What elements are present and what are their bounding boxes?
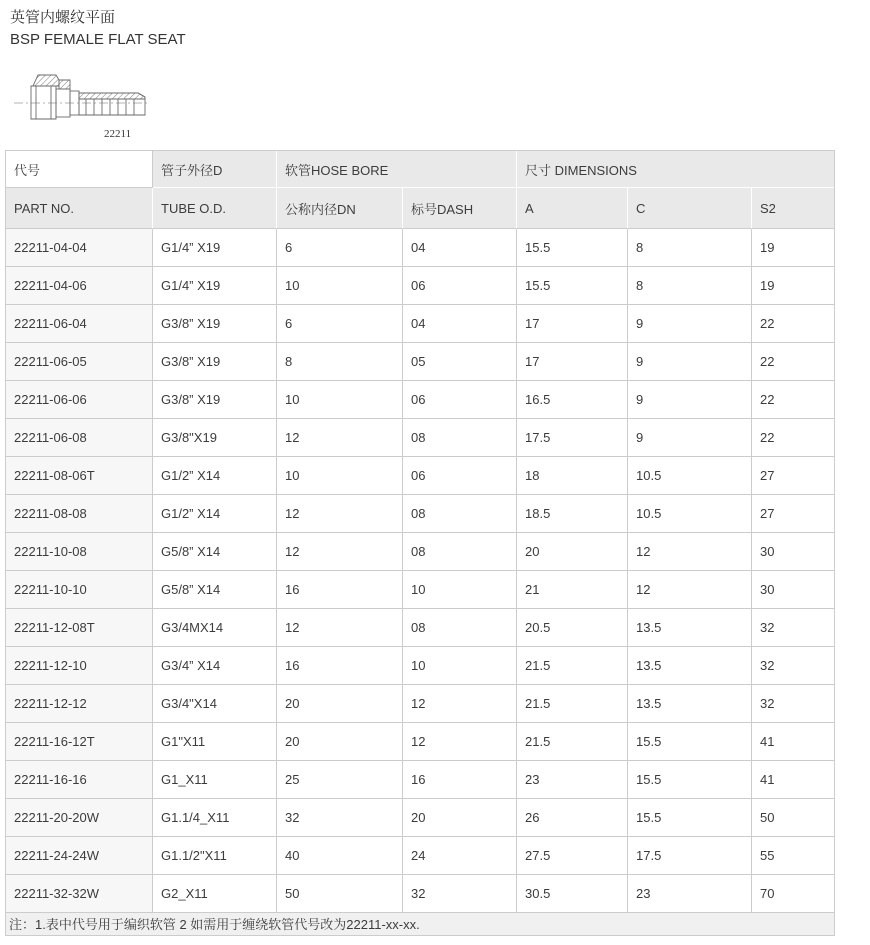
cell-tube-od: G1/2” X14 [153, 457, 277, 495]
cell-part-no: 22211-04-04 [6, 229, 153, 267]
cell-s2: 32 [752, 609, 834, 647]
cell-dn: 10 [277, 381, 403, 419]
cell-part-no: 22211-10-08 [6, 533, 153, 571]
table-row [6, 457, 834, 495]
cell-s2: 22 [752, 343, 834, 381]
cell-s2: 32 [752, 647, 834, 685]
cell-c: 10.5 [628, 495, 752, 533]
cell-s2: 22 [752, 305, 834, 343]
cell-s2: 30 [752, 533, 834, 571]
cell-c: 15.5 [628, 723, 752, 761]
table-row [6, 343, 834, 381]
col-group-dimensions: 尺寸 DIMENSIONS [517, 151, 834, 188]
cell-s2: 27 [752, 457, 834, 495]
table-row [6, 647, 834, 685]
cell-dash: 16 [403, 761, 517, 799]
table-row [6, 419, 834, 457]
cell-s2: 22 [752, 419, 834, 457]
cell-c: 9 [628, 381, 752, 419]
col-header-dash: 标号DASH [403, 188, 517, 229]
cell-part-no: 22211-06-08 [6, 419, 153, 457]
cell-tube-od: G3/8” X19 [153, 381, 277, 419]
spec-table [5, 150, 835, 936]
col-header-c: C [628, 188, 752, 229]
cell-s2: 50 [752, 799, 834, 837]
cell-tube-od: G1.1/4_X11 [153, 799, 277, 837]
cell-dn: 16 [277, 647, 403, 685]
cell-c: 10.5 [628, 457, 752, 495]
table-row [6, 685, 834, 723]
cell-part-no: 22211-12-12 [6, 685, 153, 723]
cell-part-no: 22211-06-05 [6, 343, 153, 381]
cell-tube-od: G3/8” X19 [153, 343, 277, 381]
cell-dn: 8 [277, 343, 403, 381]
cell-c: 9 [628, 419, 752, 457]
cell-part-no: 22211-10-10 [6, 571, 153, 609]
cell-a: 20.5 [517, 609, 628, 647]
cell-a: 15.5 [517, 267, 628, 305]
cell-dash: 10 [403, 647, 517, 685]
cell-dash: 24 [403, 837, 517, 875]
cell-c: 13.5 [628, 609, 752, 647]
cell-dn: 25 [277, 761, 403, 799]
cell-dash: 06 [403, 457, 517, 495]
cell-tube-od: G3/8"X19 [153, 419, 277, 457]
cell-a: 21.5 [517, 647, 628, 685]
cell-dn: 32 [277, 799, 403, 837]
cell-tube-od: G1_X11 [153, 761, 277, 799]
cell-a: 26 [517, 799, 628, 837]
cell-dn: 40 [277, 837, 403, 875]
cell-dn: 6 [277, 229, 403, 267]
col-header-part-no: PART NO. [6, 188, 153, 229]
col-header-s2: S2 [752, 188, 834, 229]
cell-a: 21 [517, 571, 628, 609]
cell-dash: 20 [403, 799, 517, 837]
table-row [6, 761, 834, 799]
cell-s2: 19 [752, 229, 834, 267]
drawing-part-number: 22211 [104, 128, 132, 140]
cell-c: 8 [628, 267, 752, 305]
col-group-part-no: 代号 [6, 151, 153, 188]
table-note: 注：1.表中代号用于编织软管 2 如需用于缠绕软管代号改为22211-xx-xx. [6, 913, 834, 935]
cell-s2: 32 [752, 685, 834, 723]
cell-c: 9 [628, 305, 752, 343]
cell-dn: 12 [277, 609, 403, 647]
cell-dash: 12 [403, 685, 517, 723]
page-title-en: BSP FEMALE FLAT SEAT [10, 31, 186, 48]
spec-table-body [6, 229, 834, 913]
fitting-drawing-svg [12, 63, 157, 143]
cell-part-no: 22211-06-06 [6, 381, 153, 419]
cell-tube-od: G5/8” X14 [153, 571, 277, 609]
col-group-hose-bore: 软管HOSE BORE [277, 151, 517, 188]
table-row [6, 571, 834, 609]
cell-part-no: 22211-12-10 [6, 647, 153, 685]
cell-dn: 20 [277, 685, 403, 723]
table-row [6, 799, 834, 837]
cell-part-no: 22211-06-04 [6, 305, 153, 343]
cell-a: 23 [517, 761, 628, 799]
cell-a: 30.5 [517, 875, 628, 913]
cell-c: 15.5 [628, 799, 752, 837]
cell-c: 8 [628, 229, 752, 267]
cell-c: 17.5 [628, 837, 752, 875]
page-header [0, 0, 870, 51]
table-row [6, 495, 834, 533]
cell-tube-od: G1/4” X19 [153, 229, 277, 267]
cell-tube-od: G3/4” X14 [153, 647, 277, 685]
cell-dn: 12 [277, 533, 403, 571]
cell-part-no: 22211-04-06 [6, 267, 153, 305]
cell-dash: 08 [403, 495, 517, 533]
col-header-tube-od: TUBE O.D. [153, 188, 277, 229]
cell-part-no: 22211-20-20W [6, 799, 153, 837]
cell-s2: 55 [752, 837, 834, 875]
cell-s2: 22 [752, 381, 834, 419]
cell-part-no: 22211-16-12T [6, 723, 153, 761]
cell-part-no: 22211-08-08 [6, 495, 153, 533]
cell-a: 20 [517, 533, 628, 571]
cell-s2: 41 [752, 723, 834, 761]
cell-part-no: 22211-32-32W [6, 875, 153, 913]
cell-part-no: 22211-24-24W [6, 837, 153, 875]
fitting-drawing [12, 63, 157, 143]
cell-dn: 50 [277, 875, 403, 913]
cell-s2: 70 [752, 875, 834, 913]
cell-c: 13.5 [628, 647, 752, 685]
cell-dash: 08 [403, 533, 517, 571]
cell-s2: 27 [752, 495, 834, 533]
cell-dn: 12 [277, 495, 403, 533]
table-row [6, 381, 834, 419]
cell-tube-od: G1.1/2"X11 [153, 837, 277, 875]
col-group-tube-od: 管子外径D [153, 151, 277, 188]
cell-tube-od: G1/2” X14 [153, 495, 277, 533]
col-header-dn: 公称内径DN [277, 188, 403, 229]
cell-c: 15.5 [628, 761, 752, 799]
cell-c: 12 [628, 571, 752, 609]
cell-dn: 20 [277, 723, 403, 761]
table-row [6, 229, 834, 267]
table-row [6, 837, 834, 875]
cell-part-no: 22211-16-16 [6, 761, 153, 799]
table-subheader-row [6, 188, 834, 229]
hex-nut-icon [31, 75, 70, 119]
cell-c: 9 [628, 343, 752, 381]
page-title-zh: 英管内螺纹平面 [10, 9, 116, 26]
cell-part-no: 22211-08-06T [6, 457, 153, 495]
cell-dash: 05 [403, 343, 517, 381]
cell-dn: 16 [277, 571, 403, 609]
cell-a: 16.5 [517, 381, 628, 419]
cell-dash: 12 [403, 723, 517, 761]
cell-c: 23 [628, 875, 752, 913]
cell-dash: 08 [403, 419, 517, 457]
cell-tube-od: G3/8” X19 [153, 305, 277, 343]
cell-a: 21.5 [517, 723, 628, 761]
cell-tube-od: G3/4MX14 [153, 609, 277, 647]
table-row [6, 267, 834, 305]
cell-a: 21.5 [517, 685, 628, 723]
table-row [6, 723, 834, 761]
cell-dn: 12 [277, 419, 403, 457]
cell-tube-od: G2_X11 [153, 875, 277, 913]
table-row [6, 533, 834, 571]
table-header-group-row [6, 151, 834, 188]
cell-a: 17 [517, 305, 628, 343]
cell-c: 13.5 [628, 685, 752, 723]
cell-s2: 19 [752, 267, 834, 305]
cell-dn: 10 [277, 457, 403, 495]
cell-a: 17 [517, 343, 628, 381]
table-row [6, 875, 834, 913]
cell-dash: 06 [403, 267, 517, 305]
cell-a: 17.5 [517, 419, 628, 457]
cell-part-no: 22211-12-08T [6, 609, 153, 647]
col-header-a: A [517, 188, 628, 229]
cell-a: 15.5 [517, 229, 628, 267]
cell-a: 18 [517, 457, 628, 495]
cell-tube-od: G1"X11 [153, 723, 277, 761]
cell-dash: 04 [403, 305, 517, 343]
cell-a: 27.5 [517, 837, 628, 875]
cell-s2: 30 [752, 571, 834, 609]
cell-dash: 32 [403, 875, 517, 913]
table-row [6, 305, 834, 343]
cell-dash: 08 [403, 609, 517, 647]
cell-s2: 41 [752, 761, 834, 799]
cell-dash: 06 [403, 381, 517, 419]
cell-dn: 10 [277, 267, 403, 305]
cell-dn: 6 [277, 305, 403, 343]
table-note-row [6, 913, 834, 935]
cell-tube-od: G5/8” X14 [153, 533, 277, 571]
table-row [6, 609, 834, 647]
cell-dash: 10 [403, 571, 517, 609]
cell-tube-od: G3/4"X14 [153, 685, 277, 723]
cell-dash: 04 [403, 229, 517, 267]
cell-a: 18.5 [517, 495, 628, 533]
cell-tube-od: G1/4” X19 [153, 267, 277, 305]
cell-c: 12 [628, 533, 752, 571]
